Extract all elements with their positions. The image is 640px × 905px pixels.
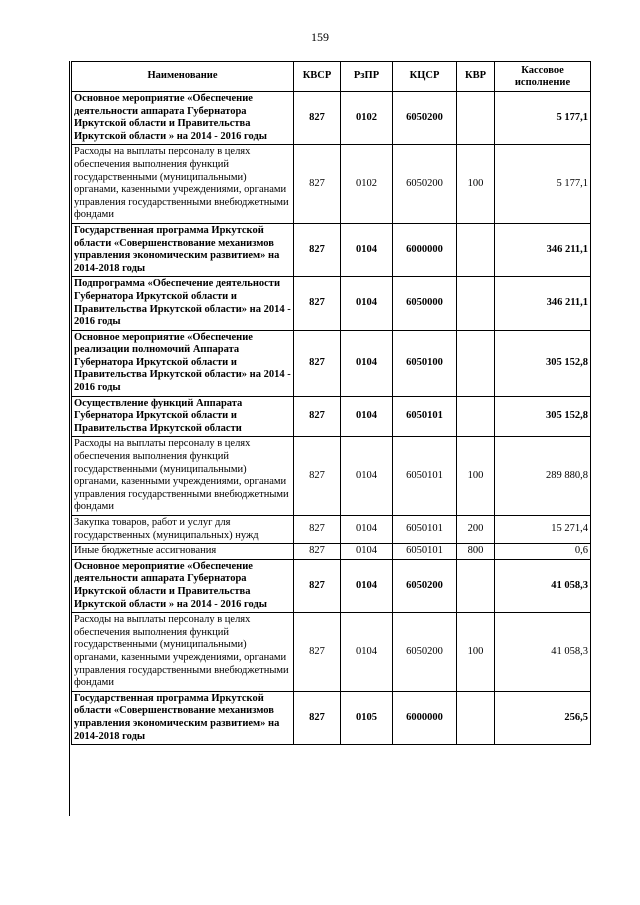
rzpr-cell: 0104 [341, 516, 393, 544]
rzpr-cell: 0104 [341, 544, 393, 560]
name-cell: Расходы на выплаты персоналу в целях обеспечения выполнения функций государственными (муниципальными) органами, казенными учреждениями, органами управления государственными внебюджетными фондами [72, 145, 294, 224]
kcsr-cell: 6050100 [393, 330, 457, 396]
name-cell: Расходы на выплаты персоналу в целях обеспечения выполнения функций государственными (муниципальными) органами, казенными учреждениями, органами управления государственными внебюджетными фондами [72, 437, 294, 516]
name-cell: Основное мероприятие «Обеспечение реализации полномочий Аппарата Губернатора Иркутской области и Правительства Иркутской области» на 2014 - 2016 годы [72, 330, 294, 396]
rzpr-cell: 0104 [341, 559, 393, 612]
kvsr-cell: 827 [294, 437, 341, 516]
amount-cell: 41 058,3 [495, 613, 591, 692]
table-row [72, 544, 591, 560]
header-kcsr: КЦСР [393, 62, 457, 92]
table-row [72, 330, 591, 396]
kvsr-cell: 827 [294, 145, 341, 224]
kvsr-cell: 827 [294, 613, 341, 692]
kcsr-cell: 6050101 [393, 396, 457, 437]
kvsr-cell: 827 [294, 559, 341, 612]
header-amount: Кассовое исполнение [495, 62, 591, 92]
rzpr-cell: 0104 [341, 223, 393, 276]
name-cell: Основное мероприятие «Обеспечение деятельности аппарата Губернатора Иркутской области и Правительства Иркутской области » на 2014 - 2016 годы [72, 559, 294, 612]
rzpr-cell: 0104 [341, 437, 393, 516]
kvsr-cell: 827 [294, 396, 341, 437]
kvsr-cell: 827 [294, 516, 341, 544]
name-cell: Расходы на выплаты персоналу в целях обеспечения выполнения функций государственными (муниципальными) органами, казенными учреждениями, органами управления государственными внебюджетными фондами [72, 613, 294, 692]
name-cell: Государственная программа Иркутской области «Совершенствование механизмов управления экономическим развитием» на 2014-2018 годы [72, 223, 294, 276]
table-row [72, 277, 591, 330]
kcsr-cell: 6050200 [393, 613, 457, 692]
rzpr-cell: 0104 [341, 277, 393, 330]
name-cell: Иные бюджетные ассигнования [72, 544, 294, 560]
kcsr-cell: 6050200 [393, 92, 457, 145]
table-row [72, 223, 591, 276]
kvsr-cell: 827 [294, 691, 341, 744]
amount-cell: 346 211,1 [495, 223, 591, 276]
kvr-cell [457, 92, 495, 145]
amount-cell: 0,6 [495, 544, 591, 560]
kvr-cell [457, 277, 495, 330]
kvr-cell: 100 [457, 437, 495, 516]
amount-cell: 15 271,4 [495, 516, 591, 544]
kvsr-cell: 827 [294, 544, 341, 560]
name-cell: Основное мероприятие «Обеспечение деятельности аппарата Губернатора Иркутской области и Правительства Иркутской области » на 2014 - 2016 годы [72, 92, 294, 145]
rzpr-cell: 0104 [341, 396, 393, 437]
kvsr-cell: 827 [294, 92, 341, 145]
table-row [72, 559, 591, 612]
name-cell: Государственная программа Иркутской области «Совершенствование механизмов управления экономическим развитием» на 2014-2018 годы [72, 691, 294, 744]
amount-cell: 305 152,8 [495, 330, 591, 396]
amount-cell: 305 152,8 [495, 396, 591, 437]
kcsr-cell: 6050101 [393, 437, 457, 516]
kvsr-cell: 827 [294, 330, 341, 396]
kvr-cell [457, 559, 495, 612]
kvr-cell [457, 223, 495, 276]
kvr-cell: 100 [457, 145, 495, 224]
kcsr-cell: 6050000 [393, 277, 457, 330]
rzpr-cell: 0102 [341, 92, 393, 145]
kvr-cell [457, 691, 495, 744]
table-row [72, 92, 591, 145]
left-margin-rule [69, 61, 70, 816]
table-row [72, 613, 591, 692]
kcsr-cell: 6050200 [393, 145, 457, 224]
kvr-cell: 800 [457, 544, 495, 560]
table-row [72, 516, 591, 544]
name-cell: Осуществление функций Аппарата Губернатора Иркутской области и Правительства Иркутской области [72, 396, 294, 437]
kcsr-cell: 6000000 [393, 223, 457, 276]
table-row [72, 437, 591, 516]
page-number: 159 [311, 30, 329, 44]
amount-cell: 5 177,1 [495, 92, 591, 145]
kvsr-cell: 827 [294, 223, 341, 276]
rzpr-cell: 0104 [341, 613, 393, 692]
kvr-cell [457, 330, 495, 396]
table-row [72, 691, 591, 744]
header-name: Наименование [72, 62, 294, 92]
kcsr-cell: 6050101 [393, 516, 457, 544]
kvsr-cell: 827 [294, 277, 341, 330]
kcsr-cell: 6050200 [393, 559, 457, 612]
amount-cell: 289 880,8 [495, 437, 591, 516]
kcsr-cell: 6050101 [393, 544, 457, 560]
header-kvsr: КВСР [294, 62, 341, 92]
header-kvr: КВР [457, 62, 495, 92]
kvr-cell [457, 396, 495, 437]
name-cell: Подпрограмма «Обеспечение деятельности Губернатора Иркутской области и Правительства Иркутской области» на 2014 - 2016 годы [72, 277, 294, 330]
kvr-cell: 100 [457, 613, 495, 692]
kvr-cell: 200 [457, 516, 495, 544]
amount-cell: 256,5 [495, 691, 591, 744]
table-header-row [72, 62, 591, 92]
table-row [72, 145, 591, 224]
header-rzpr: РзПР [341, 62, 393, 92]
rzpr-cell: 0105 [341, 691, 393, 744]
amount-cell: 5 177,1 [495, 145, 591, 224]
table-row [72, 396, 591, 437]
kcsr-cell: 6000000 [393, 691, 457, 744]
name-cell: Закупка товаров, работ и услуг для государственных (муниципальных) нужд [72, 516, 294, 544]
rzpr-cell: 0102 [341, 145, 393, 224]
rzpr-cell: 0104 [341, 330, 393, 396]
amount-cell: 41 058,3 [495, 559, 591, 612]
budget-table [71, 61, 591, 745]
amount-cell: 346 211,1 [495, 277, 591, 330]
